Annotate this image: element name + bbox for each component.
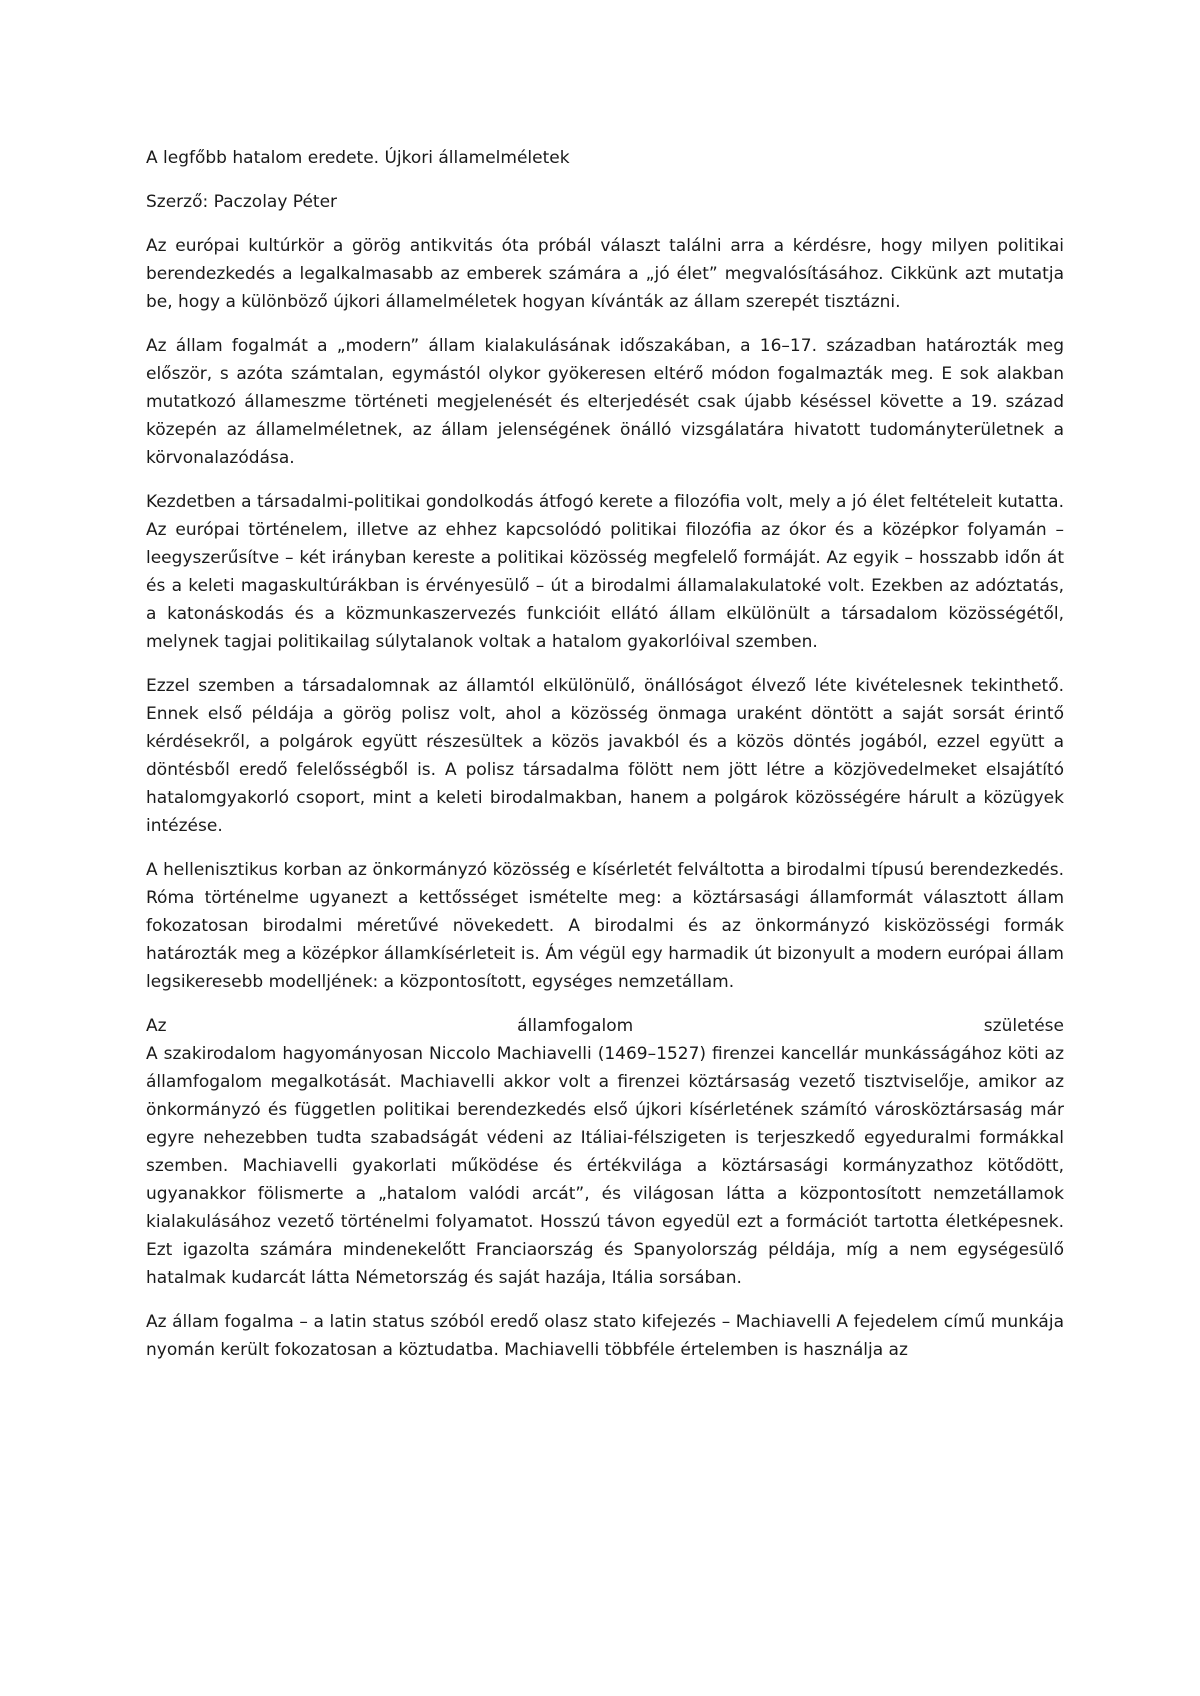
paragraph-intro: Az európai kultúrkör a görög antikvitás óta próbál választ találni arra a kérdésre, hogy milyen politikai berendezkedés a legalkalmasabb az emberek számára a „jó élet” megvalósításához. Cikkünk azt mutatja be, hogy a különböző újkori államelméletek hogyan kívánták az állam szerepét tisztázni. (146, 236, 1064, 312)
document-title: A legfőbb hatalom eredete. Újkori államelméletek (146, 148, 570, 168)
paragraph-polis: Ezzel szemben a társadalomnak az államtól elkülönülő, önállóságot élvező léte kivételesnek tekinthető. Ennek első példája a görög polisz volt, ahol a közösség önmaga uraként döntött a saját sorsát érintő kérdésekről, a polgárok együtt részesültek a közös javakból és a közös döntés jogából, ezzel együtt a döntésből eredő felelősségből is. A polisz társadalma fölött nem jött létre a közjövedelmeket elsajátító hatalomgyakorló csoport, mint a keleti birodalmakban, hanem a polgárok közösségére hárult a közügyek intézése. (146, 676, 1064, 836)
paragraph-philosophy: Kezdetben a társadalmi-politikai gondolkodás átfogó kerete a filozófia volt, mely a jó élet feltételeit kutatta. Az európai történelem, illetve az ehhez kapcsolódó politikai filozófia az ókor és a középkor folyamán – leegyszerűsítve – két irányban kereste a politikai közösség megfelelő formáját. Az egyik – hosszabb időn át és a keleti magaskultúrákban is érvényesülő – út a birodalmi államalakulatoké volt. Ezekben az adóztatás, a katonáskodás és a közmunkaszervezés funkcióit ellátó állam elkülönült a társadalom közösségétől, melynek tagjai politikailag súlytalanok voltak a hatalom gyakorlóival szemben. (146, 492, 1064, 652)
paragraph-stato: Az állam fogalma – a latin status szóból eredő olasz stato kifejezés – Machiavelli A fejedelem című munkája nyomán került fokozatosan a köztudatba. Machiavelli többféle értelemben is használja az (146, 1312, 1064, 1360)
document-page (146, 144, 1064, 1380)
paragraph-hellenistic: A hellenisztikus korban az önkormányzó közösség e kísérletét felváltotta a birodalmi típusú berendezkedés. Róma történelme ugyanezt a kettősséget ismételte meg: a köztársasági államformát választott állam fokozatosan birodalmi méretűvé növekedett. A birodalmi és az önkormányzó kisközösségi formák határozták meg a középkor államkísérleteit is. Ám végül egy harmadik út bizonyult a modern európai állam legsikeresebb modelljének: a központosított, egységes nemzetállam. (146, 860, 1064, 992)
section-heading: Az államfogalom születése (146, 1016, 1064, 1036)
paragraph-machiavelli: A szakirodalom hagyományosan Niccolo Machiavelli (1469–1527) firenzei kancellár munkásságához köti az államfogalom megalkotását. Machiavelli akkor volt a firenzei köztársaság vezető tisztviselője, amikor az önkormányzó és független politikai berendezkedés első újkori kísérletének számító városköztársaság már egyre nehezebben tudta szabadságát védeni az Itáliai-félszigeten is terjeszkedő egyeduralmi formákkal szemben. Machiavelli gyakorlati működése és értékvilága a köztársasági kormányzathoz kötődött, ugyanakkor fölismerte a „hatalom valódi arcát”, és világosan látta a központosított nemzetállamok kialakulásához vezető történelmi folyamatot. Hosszú távon egyedül ezt a formációt tartotta életképesnek. Ezt igazolta számára mindenekelőtt Franciaország és Spanyolország példája, míg a nem egységesülő hatalmak kudarcát látta Németország és saját hazája, Itália sorsában. (146, 1044, 1064, 1288)
document-author: Szerző: Paczolay Péter (146, 192, 338, 212)
paragraph-state-concept: Az állam fogalmát a „modern” állam kialakulásának időszakában, a 16–17. században határozták meg először, s azóta számtalan, egymástól olykor gyökeresen eltérő módon fogalmazták meg. E sok alakban mutatkozó állameszme történeti megjelenését és elterjedését csak újabb késéssel követte a 19. század közepén az államelméletnek, az állam jelenségének önálló vizsgálatára hivatott tudományterületnek a körvonalazódása. (146, 336, 1064, 468)
